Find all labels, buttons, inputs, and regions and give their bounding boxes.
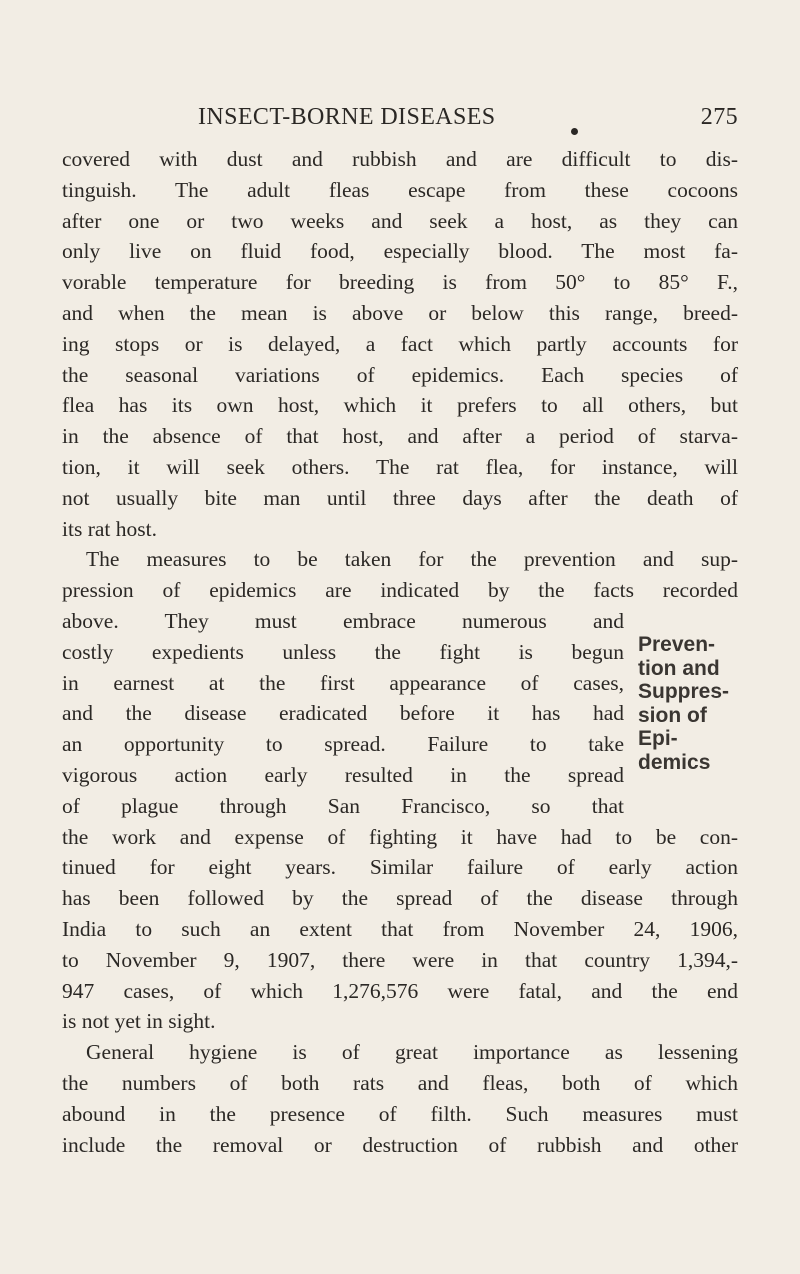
text-line: include the removal or destruction of rubbish and other xyxy=(62,1132,738,1157)
text-line: in the absence of that host, and after a period of starva- xyxy=(62,424,738,449)
text-line: to November 9, 1907, there were in that country 1,394,- xyxy=(62,947,738,972)
text-line: not usually bite man until three days after the death of xyxy=(62,485,738,510)
running-title: INSECT-BORNE DISEASES xyxy=(198,104,496,130)
text-line: the seasonal variations of epidemics. Each species of xyxy=(62,362,738,387)
side-note-line: Preven- xyxy=(638,633,716,656)
text-line: an opportunity to spread. Failure to take xyxy=(62,732,624,757)
running-header xyxy=(198,104,738,138)
paragraph-start: General hygiene is of great importance as lessening xyxy=(86,1040,738,1065)
text-line: has been followed by the spread of the disease through xyxy=(62,886,738,911)
side-note-line: sion of xyxy=(638,703,707,727)
side-note-line: Suppres- xyxy=(638,680,730,703)
text-line: tion, it will seek others. The rat flea, for instance, will xyxy=(62,454,738,479)
text-line: of plague through San Francisco, so that xyxy=(62,793,624,818)
text-line: only live on fluid food, especially blood. The most fa- xyxy=(62,239,738,264)
text-line: abound in the presence of filth. Such measures must xyxy=(62,1101,738,1126)
text-line: and the disease eradicated before it has had xyxy=(62,701,624,726)
text-line: 947 cases, of which 1,276,576 were fatal, and the end xyxy=(62,978,738,1003)
text-line: the work and expense of fighting it have had to be con- xyxy=(62,824,738,849)
text-line: the numbers of both rats and fleas, both of which xyxy=(62,1070,738,1095)
text-line: ing stops or is delayed, a fact which partly accounts for xyxy=(62,331,738,356)
text-line: is not yet in sight. xyxy=(62,1009,216,1034)
side-note-line: demics xyxy=(638,750,711,774)
text-line: and when the mean is above or below this range, breed- xyxy=(62,300,738,325)
text-line: vigorous action early resulted in the spread xyxy=(62,762,624,787)
text-line: after one or two weeks and seek a host, as they can xyxy=(62,208,738,233)
side-note-line: Epi- xyxy=(638,727,678,750)
text-line: flea has its own host, which it prefers to all others, but xyxy=(62,393,738,418)
text-line: India to such an extent that from November 24, 1906, xyxy=(62,916,738,941)
text-line: tinued for eight years. Similar failure of early action xyxy=(62,855,738,880)
page-number: 275 xyxy=(700,104,738,130)
text-line: covered with dust and rubbish and are difficult to dis- xyxy=(62,147,738,171)
side-note xyxy=(638,633,748,774)
text-line: costly expedients unless the fight is begun xyxy=(62,639,624,664)
body-text xyxy=(62,144,738,1160)
side-note-line: tion and xyxy=(638,656,720,680)
text-line: above. They must embrace numerous and xyxy=(62,608,624,633)
ornament-dot xyxy=(571,128,578,135)
text-line: its rat host. xyxy=(62,516,157,541)
paragraph-start: The measures to be taken for the prevention and sup- xyxy=(86,547,738,572)
text-line: vorable temperature for breeding is from 50° to 85° F., xyxy=(62,270,738,295)
text-line: tinguish. The adult fleas escape from these cocoons xyxy=(62,177,738,202)
text-line: in earnest at the first appearance of cases, xyxy=(62,670,624,695)
text-line: pression of epidemics are indicated by the facts recorded xyxy=(62,578,738,603)
